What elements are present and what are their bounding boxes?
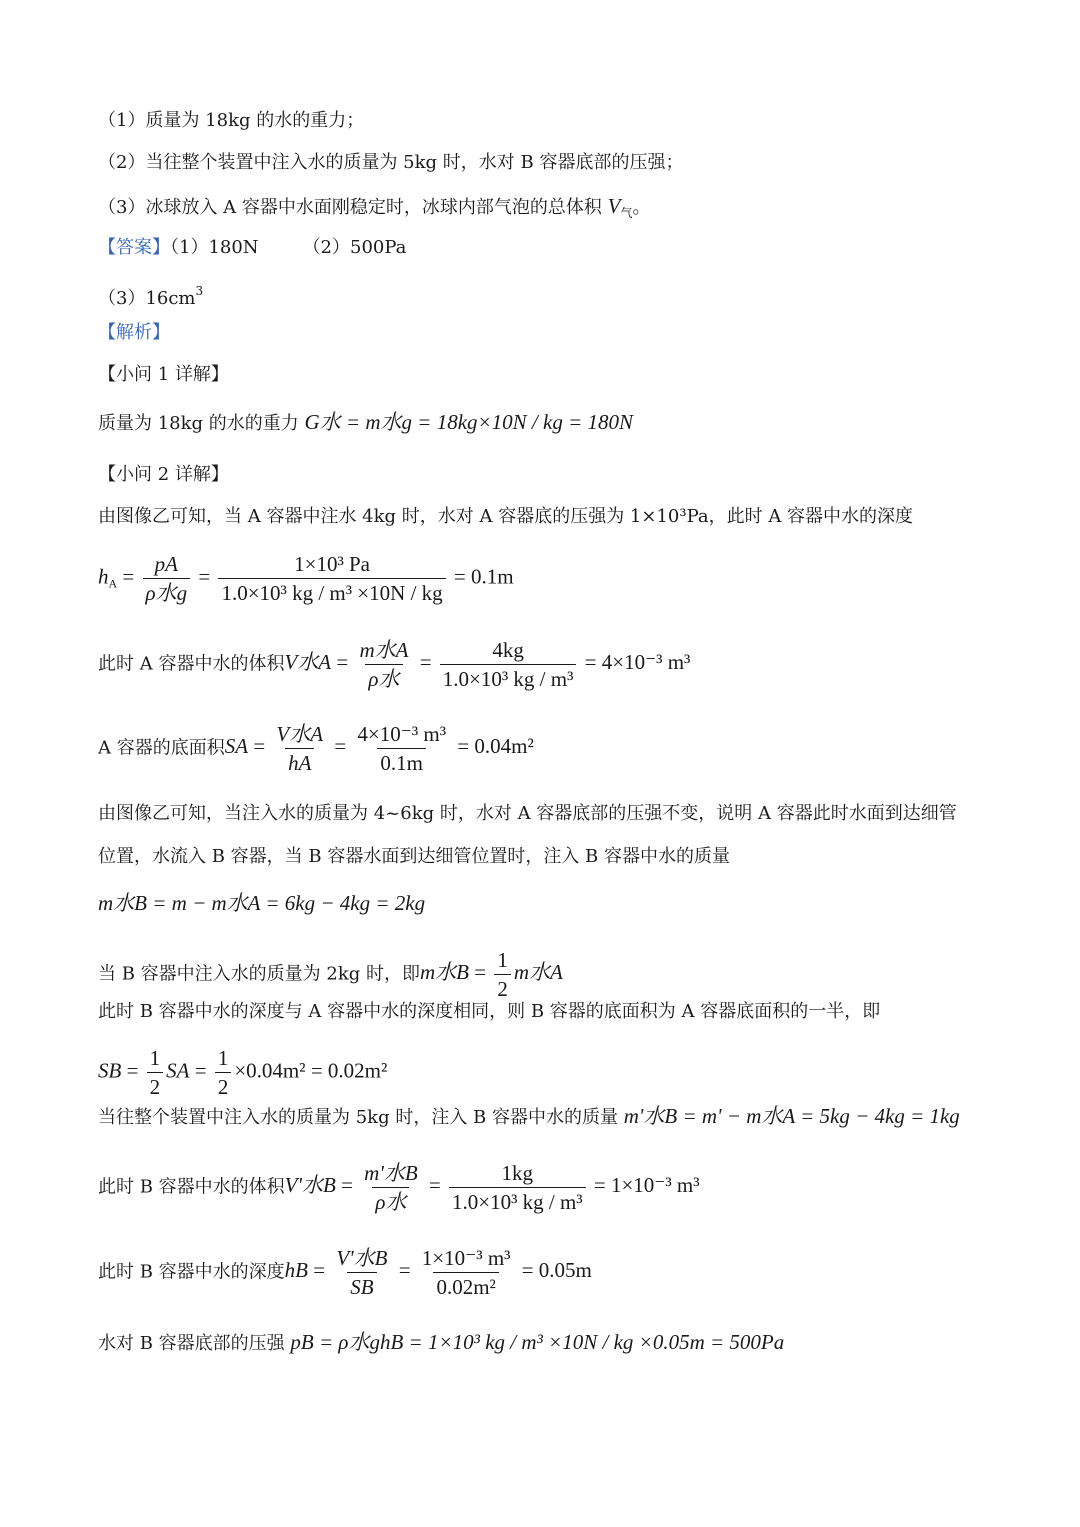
answer-3-exp: 3 <box>195 284 204 298</box>
formula-VA-prefix: 此时 A 容器中水的体积 <box>98 653 285 675</box>
formula-VA-lhs: V水A <box>284 650 332 675</box>
fraction-denominator: 0.1m <box>377 748 426 775</box>
paragraph-1: 由图像乙可知，当 A 容器中注水 4kg 时，水对 A 容器底的压强为 1×10³Pa，此时 A 容器中水的深度 <box>98 506 914 527</box>
formula-pB-body: pB = ρ水ghB = 1×10³ kg / m³ ×10N / kg ×0.05m = 500Pa <box>290 1330 785 1354</box>
question-3-end: 。 <box>632 197 651 218</box>
question-2: （2）当往整个装置中注入水的质量为 5kg 时，水对 B 容器底部的压强； <box>98 152 684 173</box>
paragraph-6-formula: m'水B = m' − m水A = 5kg − 4kg = 1kg <box>623 1104 960 1128</box>
formula-hA-frac1 <box>143 552 191 605</box>
sub1-formula: G水 = m水g = 18kg×10N / kg = 180N <box>304 410 634 434</box>
formula-hB: 此时 B 容器中水的深度hB = $\frac{\text{V'水B}}{SB}$ = $\frac{\text{1×10⁻³ m³}}{\text{0.02m²}}$ = 0.05m <box>98 1246 592 1299</box>
fraction-denominator: 1.0×10³ kg / m³ ×10N / kg <box>218 578 445 605</box>
fraction-denominator: 1.0×10³ kg / m³ <box>449 1187 586 1214</box>
formula-SA-lhs: SA <box>224 734 249 759</box>
formula-hA: $h_A$ = $\frac{pA}{\text{ρ水g}}$ = $\frac{\text{1×10³ Pa}}{\text{1.0×10³ kg / m³ ×10N / kg}}$ = 0.1m <box>98 552 514 605</box>
fraction-denominator: ρ水g <box>143 578 191 605</box>
fraction-numerator: pA <box>154 552 178 576</box>
paragraph-6-prefix: 当往整个装置中注入水的质量为 5kg 时，注入 B 容器中水的质量 <box>98 1107 618 1128</box>
fraction-numerator: V'水B <box>336 1246 388 1270</box>
formula-SA: A 容器的底面积SA = $\frac{\text{V水A}}{hA}$ = $\frac{\text{4×10⁻³ m³}}{0.1m}$ = 0.04m² <box>98 722 534 775</box>
sub2-heading: 【小问 2 详解】 <box>98 464 229 485</box>
fraction-numerator: 1×10³ Pa <box>294 552 370 576</box>
fraction-numerator: 4×10⁻³ m³ <box>357 722 447 746</box>
formula-hB-frac1 <box>333 1246 390 1299</box>
formula-VB-frac1 <box>361 1161 420 1214</box>
answer-3 <box>98 279 203 311</box>
question-3 <box>98 194 650 225</box>
formula-pB-prefix: 水对 B 容器底部的压强 <box>98 1333 285 1354</box>
formula-SB-result: ×0.04m² = 0.02m² <box>234 1058 388 1083</box>
answer-line <box>98 236 406 260</box>
formula-hA-lhs: h <box>98 564 109 589</box>
formula-pB <box>98 1330 784 1356</box>
formula-SA-result: = 0.04m² <box>457 734 534 759</box>
formula-hA-result: = 0.1m <box>453 564 514 589</box>
formula-hB-lhs: hB <box>284 1258 308 1283</box>
formula-VB: 此时 B 容器中水的体积V'水B = $\frac{\text{m'水B}}{\text{ρ水}}$ = $\frac{1kg}{\text{1.0×10³ kg / m³}}$ = 1×10⁻³ m³ <box>98 1161 700 1214</box>
formula-VA-frac2 <box>440 638 577 691</box>
formula-hB-result: = 0.05m <box>521 1258 592 1283</box>
analysis-tag: 【解析】 <box>98 322 170 343</box>
formula-SB-lhs: SB <box>98 1058 122 1083</box>
formula-VA-frac1 <box>356 638 411 691</box>
fraction-numerator: 1 <box>497 948 508 972</box>
formula-SB-mid: SA <box>166 1058 190 1083</box>
question-1: （1）质量为 18kg 的水的重力； <box>98 110 365 131</box>
fraction-denominator: 2 <box>215 1072 232 1099</box>
answer-1: （1）180N <box>170 237 259 258</box>
paragraph-5: 此时 B 容器中水的深度与 A 容器中水的深度相同，则 B 容器的底面积为 A 容器底面积的一半，即 <box>98 1001 881 1022</box>
formula-hA-frac2 <box>218 552 445 605</box>
fraction-denominator: ρ水 <box>365 664 402 691</box>
question-3-sub: 气 <box>620 206 633 220</box>
formula-SA-frac2 <box>354 722 449 775</box>
sub1-heading: 【小问 1 详解】 <box>98 364 229 385</box>
formula-SB-frac2 <box>215 1046 232 1099</box>
answer-2: （2）500Pa <box>302 237 407 258</box>
formula-mB: m水B = m − m水A = 6kg − 4kg = 2kg <box>98 891 426 915</box>
fraction-numerator: 1×10⁻³ m³ <box>421 1246 511 1270</box>
formula-VB-lhs: V'水B <box>284 1173 336 1198</box>
fraction-denominator: hA <box>285 748 314 775</box>
formula-VB-prefix: 此时 B 容器中水的体积 <box>98 1176 285 1198</box>
paragraph-2: 由图像乙可知，当注入水的质量为 4~6kg 时，水对 A 容器底部的压强不变，说明 A 容器此时水面到达细管 <box>98 803 957 824</box>
paragraph-3: 位置，水流入 B 容器，当 B 容器水面到达细管位置时，注入 B 容器中水的质量 <box>98 846 731 867</box>
sub1-text: 质量为 18kg 的水的重力 <box>98 413 299 434</box>
formula-p4-frac <box>494 948 511 1001</box>
formula-hA-lhs-sub: A <box>108 576 118 591</box>
fraction-numerator: 1kg <box>501 1161 534 1185</box>
fraction-numerator: V水A <box>276 722 324 746</box>
fraction-denominator: SB <box>347 1272 376 1299</box>
paragraph-4-prefix: 当 B 容器中注入水的质量为 2kg 时，即 <box>98 963 420 985</box>
formula-VB-result: = 1×10⁻³ m³ <box>593 1173 700 1198</box>
formula-SA-frac1 <box>273 722 326 775</box>
fraction-denominator: ρ水 <box>372 1187 409 1214</box>
fraction-numerator: 4kg <box>492 638 524 662</box>
fraction-denominator: 0.02m² <box>433 1272 498 1299</box>
paragraph-4: 当 B 容器中注入水的质量为 2kg 时，即m水B = $\frac{1}{2}$ m水A <box>98 948 563 1001</box>
formula-p4-lhs: m水B <box>420 960 469 985</box>
fraction-denominator: 2 <box>147 1072 164 1099</box>
sub1-line <box>98 410 633 436</box>
fraction-denominator: 1.0×10³ kg / m³ <box>440 664 577 691</box>
fraction-numerator: 1 <box>149 1046 161 1070</box>
formula-p4-rhs: m水A <box>513 960 563 985</box>
formula-SB: SB = $\frac{1}{2}$ SA = $\frac{1}{2}$ ×0.04m² = 0.02m² <box>98 1046 388 1099</box>
formula-VB-frac2 <box>449 1161 586 1214</box>
fraction-numerator: 1 <box>217 1046 229 1070</box>
fraction-numerator: m'水B <box>364 1161 418 1185</box>
fraction-denominator: 2 <box>494 974 511 1001</box>
answer-3-text: （3）16cm <box>98 288 196 309</box>
formula-VA-result: = 4×10⁻³ m³ <box>584 650 691 675</box>
formula-VA: 此时 A 容器中水的体积V水A = $\frac{\text{m水A}}{\text{ρ水}}$ = $\frac{4kg}{\text{1.0×10³ kg / m³}}$ = 4×10⁻³ m³ <box>98 638 691 691</box>
paragraph-6 <box>98 1104 960 1130</box>
formula-SA-prefix: A 容器的底面积 <box>98 737 225 759</box>
formula-hB-frac2 <box>419 1246 514 1299</box>
fraction-numerator: m水A <box>359 638 409 662</box>
answer-tag: 【答案】 <box>98 237 170 258</box>
formula-SB-frac1 <box>147 1046 164 1099</box>
question-3-text: （3）冰球放入 A 容器中水面刚稳定时，冰球内部气泡的总体积 <box>98 197 608 218</box>
formula-hB-prefix: 此时 B 容器中水的深度 <box>98 1261 285 1283</box>
question-3-var: V <box>607 194 621 218</box>
